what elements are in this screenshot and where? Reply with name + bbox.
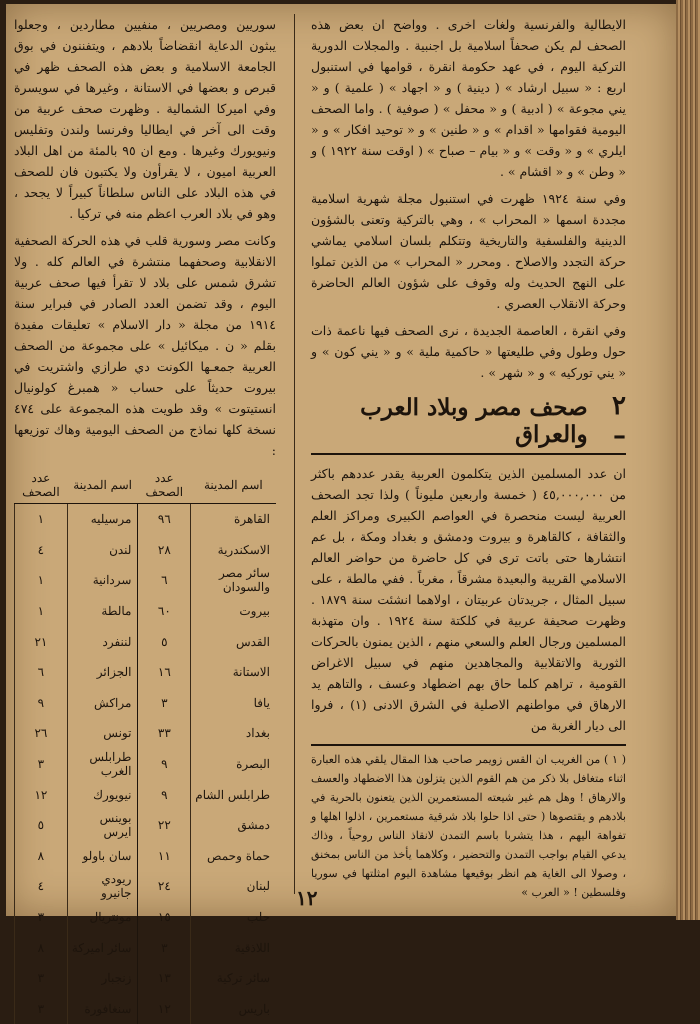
city-name-cell: الاستانة <box>191 657 276 688</box>
newspaper-count-cell: ١ <box>15 565 68 596</box>
table-row <box>15 871 277 902</box>
paragraph: وفي انقرة ، العاصمة الجديدة ، نرى الصحف فيها ناعمة ذات حول وطول وفي طليعتها « حاكمية ملية » و « يني كون » و « يني توركيه » و « شهر » . <box>311 320 626 383</box>
city-name-cell: بوينس ايرس <box>67 810 138 841</box>
city-name-cell: نيويورك <box>67 779 138 810</box>
table-row <box>15 504 277 535</box>
newspaper-count-cell: ١٦ <box>138 657 191 688</box>
table-row <box>15 718 277 749</box>
newspaper-count-cell: ٩ <box>138 749 191 780</box>
city-name-cell: دمشق <box>191 810 276 841</box>
section-heading <box>311 391 626 455</box>
newspaper-count-cell: ٤ <box>15 535 68 566</box>
newspapers-by-city-table <box>14 467 276 1024</box>
table-row <box>15 810 277 841</box>
newspaper-count-cell: ٨ <box>15 841 68 872</box>
city-name-cell: مونتريال <box>67 902 138 933</box>
paragraph: ان عدد المسلمين الذين يتكلمون العربية يقدر عددهم باكثر من ٤٥,٠٠٠,٠٠٠ ( خمسة واربعين مليوناً ) ولذا تجد الصحف العربية ليست منحصرة في العواصم الكبيرى ومراكز العلم والثقافة ، كالقاهرة و بيروت ودمشق و بغداد ومكة ، بل عم انتشارها حتى باتت ترى في كل حاضرة من حواضر العالم الاسلامي القريبة والبعيدة مشرقاً ، مغرباً . ففي مالطة ، على سبيل المثال ، جريدتان عربيتان ، اولاهما انشئت سنة ١٨٧٩ . وظهرت صحيفة عربية في كلكتة سنة ١٩٢٤ . وان متهذبة المسلمين ورجال العلم والسعي منهم ، الذين يمنون بالحركات الثورية والاتقلابية والمجاهدين منهم في سبيل الاغراض القومية ، تراهم كلما حاق بهم اضطهاد وعسف ، والتاهم يد الارهاق في مواطنهم الاصلية في الشرق الادنى (١) ، فروا الى ديار الغربة من <box>311 463 626 736</box>
city-name-cell: مالطة <box>67 596 138 627</box>
table-row <box>15 657 277 688</box>
right-column <box>311 14 626 902</box>
newspaper-count-cell: ٣ <box>15 994 68 1024</box>
city-name-cell: البصرة <box>191 749 276 780</box>
city-name-cell: سردانية <box>67 565 138 596</box>
table-row <box>15 688 277 719</box>
table-row <box>15 749 277 780</box>
newspaper-count-cell: ٤ <box>15 871 68 902</box>
city-name-cell: بيروت <box>191 596 276 627</box>
city-name-cell: ريودي جانيرو <box>67 871 138 902</box>
footnote-divider <box>311 744 626 746</box>
city-name-cell: الاسكندرية <box>191 535 276 566</box>
city-name-cell: زنجبار <box>67 963 138 994</box>
paragraph: وكانت مصر وسورية قلب في هذه الحركة الصحفية الانقلابية وصحفهما منتشرة في العالم كله . ولا تشرق شمس على بلاد لا تقرأ فيها صحف عربية اليوم ، وقد تضمن العدد الصادر في فبراير سنة ١٩١٤ من مجلة « دار الاسلام » تعليقات مفيدة بقلم « ن . ميكائيل » على مجموعة من الصحف العربية جمعـها الكونت دي طرازي واشتريت في بيروت حديثاً على حساب « همبرغ كولونيال انستيتوت » وقد طويت هذه المجموعة على ٤٧٤ نسخة كلها نماذج من الصحف اليومية وهاك توزيعها : <box>14 230 276 461</box>
newspaper-count-cell: ١٣ <box>138 963 191 994</box>
column-divider <box>294 14 295 894</box>
column-header: عدد الصحف <box>15 467 68 504</box>
left-column <box>14 14 276 1024</box>
page-number: ١٢ <box>296 886 317 910</box>
city-name-cell: سان باولو <box>67 841 138 872</box>
city-name-cell: بغداد <box>191 718 276 749</box>
newspaper-count-cell: ٢٤ <box>138 871 191 902</box>
newspaper-count-cell: ٥ <box>15 810 68 841</box>
city-name-cell: لننفرد <box>67 626 138 657</box>
newspaper-count-cell: ١ <box>15 504 68 535</box>
table-row <box>15 779 277 810</box>
city-name-cell: مراكش <box>67 688 138 719</box>
newspaper-count-cell: ١٢ <box>15 779 68 810</box>
table-row <box>15 841 277 872</box>
newspaper-count-cell: ٩ <box>15 688 68 719</box>
city-name-cell: سائر مصر والسودان <box>191 565 276 596</box>
city-name-cell: طرابلس الشام <box>191 779 276 810</box>
city-name-cell: لندن <box>67 535 138 566</box>
table-row <box>15 902 277 933</box>
newspaper-count-cell: ٥ <box>138 626 191 657</box>
city-name-cell: اللاذقية <box>191 932 276 963</box>
newspaper-count-cell: ٨ <box>15 932 68 963</box>
table-row <box>15 963 277 994</box>
newspaper-count-cell: ١٥ <box>138 902 191 933</box>
section-title: صحف مصر وبلاد العرب والعراق <box>311 394 588 448</box>
city-name-cell: القاهرة <box>191 504 276 535</box>
column-header: اسم المدينة <box>67 467 138 504</box>
paragraph: وفي سنة ١٩٢٤ ظهرت في استنبول مجلة شهرية اسلامية مجددة اسمها « المحراب » ، وهي بالتركية وتعنى بالشؤون الدينية والفلسفية والتاريخية وتتكلم بلسان اسلامي يماشي حركة التجدد والاصلاح . ومحرر « المحراب » من الذين تملوا على النهج الحديث وله وقوف على شؤون العالم الحاضرة وحركة الانقلاب العصري . <box>311 188 626 314</box>
city-name-cell: مرسيليه <box>67 504 138 535</box>
city-name-cell: سائر تركية <box>191 963 276 994</box>
column-header: عدد الصحف <box>138 467 191 504</box>
newspaper-count-cell: ٢٦ <box>15 718 68 749</box>
book-page <box>6 4 676 916</box>
newspaper-count-cell: ٣ <box>138 932 191 963</box>
newspaper-count-cell: ١٢ <box>138 994 191 1024</box>
table-header-row <box>15 467 277 504</box>
paragraph: الايطالية والفرنسية ولغات اخرى . وواضح ان بعض هذه الصحف لم يكن صحفاً اسلامية بل اجنبية . والمجلات الدورية التركية اليوم ، في عهد حكومة انقرة ، قوامها في استنبول اربع : « سبيل ارشاد » ( دينية ) و « اجهاد » ( علمية ) و « يني مجوعة » ( ادبية ) و « محفل » ( صوفية ) . واما الصحف اليومية فقوامها « اقدام » و « طنين » و « توحيد افكار » و « ايلري » و « وقت » و « بيام – صباح » ( اوقت سنة ١٩٢٢ ) و « وطن » و « اقشام » . <box>311 14 626 182</box>
table-row <box>15 932 277 963</box>
newspaper-count-cell: ٢٨ <box>138 535 191 566</box>
column-header: اسم المدينة <box>191 467 276 504</box>
city-name-cell: حماة وحمص <box>191 841 276 872</box>
book-page-edges <box>676 0 700 920</box>
newspaper-count-cell: ٣ <box>138 688 191 719</box>
city-name-cell: طرابلس الغرب <box>67 749 138 780</box>
table-row <box>15 994 277 1024</box>
newspaper-count-cell: ١ <box>15 596 68 627</box>
city-name-cell: باريس <box>191 994 276 1024</box>
table-row <box>15 626 277 657</box>
city-name-cell: القدس <box>191 626 276 657</box>
table-row <box>15 565 277 596</box>
city-name-cell: حلب <box>191 902 276 933</box>
newspaper-count-cell: ٣ <box>15 749 68 780</box>
city-name-cell: تونس <box>67 718 138 749</box>
newspaper-count-cell: ١١ <box>138 841 191 872</box>
newspaper-count-cell: ٢٢ <box>138 810 191 841</box>
city-name-cell: سنغافورة <box>67 994 138 1024</box>
table-body <box>15 504 277 1024</box>
newspaper-count-cell: ٩ <box>138 779 191 810</box>
newspaper-count-cell: ٢١ <box>15 626 68 657</box>
newspaper-count-cell: ٦ <box>138 565 191 596</box>
footnote: ( ١ ) من الغريب ان القس زويمر صاحب هذا المقال يلقي هذه العبارة اثناء متغافل بلا ذكر من هم القوم الذين يتزلون هذا الاضطهاد والعسف والارهاق ! وهل هم غير شيعته المستعمرين الذين يتعنون بالحرية في بلادهم و يقتصوها ( حتى اذا حلوا بلاد شرقية مستعمرين ، اذلوا اهلها و تفواهة اليهم ، هذا يتشربا باسم التمدن لانقاذ الناس روحياً ، وذاك يدعي القيام بواجب التمدن والتحضير ، وكلاهما يأخذ من الناس بمخنق ، وصولا الى الغاية هم انظر بوقيعها مشاهدة اليوم امثلتها في سوريا وفلسطين ! « العرب » <box>311 750 626 902</box>
city-name-cell: يافا <box>191 688 276 719</box>
newspaper-count-cell: ٣ <box>15 963 68 994</box>
city-name-cell: الجزائر <box>67 657 138 688</box>
city-name-cell: سائر اميركة <box>67 932 138 963</box>
newspaper-count-cell: ٩٦ <box>138 504 191 535</box>
city-name-cell: لبنان <box>191 871 276 902</box>
newspaper-count-cell: ٦٠ <box>138 596 191 627</box>
newspaper-count-cell: ٣٣ <box>138 718 191 749</box>
paragraph: سوريين ومصريين ، منفيين مطاردين ، وجعلوا يبثون الدعاية انقضاضاً بلادهم ، ويتفننون في بوق الجامعة الاسلامية و بعض هذه الصحف ظهر في قبرص و بعضها في الاستانة ، وغيرها في سويسرة وفي اميركا الشمالية . وظهرت صحف عربية من وقت الى آخر في ايطاليا وفرنسا ولندن وتفليس ونيويورك وغيرها . ومع ان ٩٥ بالمئة من اهل البلاد العربية اميون ، لا يقرأون ولا يكتبون فان للصحف في هذه البلاد على الناس سلطاناً كبيراً لا يجحد ، وهو في بلاد العرب اعظم منه في تركيا . <box>14 14 276 224</box>
newspaper-count-cell: ٣ <box>15 902 68 933</box>
table-row <box>15 535 277 566</box>
table-row <box>15 596 277 627</box>
section-number: ٢ – <box>594 391 626 451</box>
newspaper-count-cell: ٦ <box>15 657 68 688</box>
